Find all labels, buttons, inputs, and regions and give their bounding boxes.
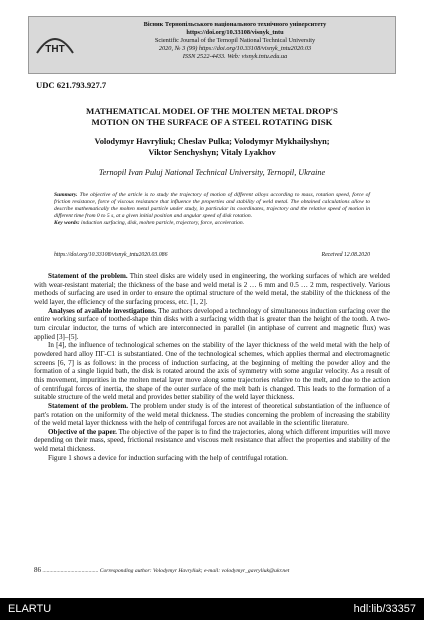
doi-row bbox=[54, 252, 370, 258]
authors bbox=[48, 136, 376, 158]
paragraph-3: In [4], the influence of technological schemes on the stability of the layer thickness of the weld metal with the help of powdered hard alloy ПГ-С1 is substantiated. One of the technological schemes, which applies thermal and electromagnetic screens [6, 7] is as follows: in the process of induction surfacing, at the beginning of melting the powder alloy and the formation of a single liquid bath, the disk is rotated around the axis of symmetry with some angular velocity. As a result of this movement, impurities in the molten metal layer move along some trajectories relative to the melt, and due to the action of centrifugal forces of inertia, the shape of the outer surface of the melt bath is changed. This leads to the formation of a suitable structure of the weld metal and provides better stability of the weld layer thickness. bbox=[34, 341, 390, 402]
journal-logo bbox=[35, 31, 75, 57]
abstract bbox=[54, 192, 370, 227]
header-line-5: ISSN 2522-4433. Web: visnyk.tntu.edu.ua bbox=[182, 53, 288, 60]
p5-heading: Objective of the paper. bbox=[48, 427, 117, 436]
p1-text: Thin steel disks are widely used in engineering, the working surfaces of which are welded with wear-resistant material; the thickness of the base and weld metal is 2 … 6 mm and 0.5 … 2 mm, respectively. Various methods of surfacing are used in order to ensure the optimal structure of the weld metal, the stability of the thickness of the weld layer, the efficiency of the surfacing process, etc. [1, 2]. bbox=[34, 272, 390, 306]
header-line-1: Вісник Тернопільського національного технічного університету bbox=[143, 21, 327, 28]
p4-heading: Statement of the problem. bbox=[48, 401, 129, 410]
abstract-text: The objective of the article is to study the trajectory of motion of different alloys according to mass, rotation speed, force of friction resistance, force of viscous resistance that influence the properties and stability of weld metal. The obtained calculations allow to describe mathematically the molten metal particle under study, in particular its coordinates, trajectory and the relative speed of motion in different time from 0 to 5 s, at a given initial position and angular speed of disk rotation. bbox=[54, 192, 370, 219]
title-line-1: MATHEMATICAL MODEL OF THE MOLTEN METAL DROP'S bbox=[86, 106, 338, 116]
p2-heading: Analyses of available investigations. bbox=[48, 306, 157, 315]
paper-page bbox=[18, 8, 406, 588]
paper-title bbox=[48, 106, 376, 128]
udc-code: UDC 621.793.927.7 bbox=[36, 80, 107, 90]
header-line-4: 2020, № 3 (99) https://doi.org/10.33108/visnyk_tntu2020.03 bbox=[158, 45, 312, 52]
logo-text: ТНТ bbox=[45, 44, 65, 55]
abstract-label: Summary. bbox=[54, 192, 78, 198]
p2-text: The authors developed a technology of simultaneous induction surfacing over the entire working surface of toothed-shape thin disks with a surfacing width that is greater than the height of the tooth. A two-turn circular inductor, the turns of which are interconnected in parallel (in antiphase of current and magnetic flux) was applied [3]–[5]. bbox=[34, 306, 390, 341]
authors-line-1: Volodymyr Havryliuk; Cheslav Pulka; Volodymyr Mykhailyshyn; bbox=[94, 137, 330, 146]
paragraph-1 bbox=[34, 272, 390, 307]
handle-id[interactable]: hdl:lib/33357 bbox=[353, 603, 416, 615]
page-number: 86 bbox=[34, 566, 41, 574]
received-date: Received 12.08.2020 bbox=[321, 252, 370, 258]
affiliation: Ternopil Ivan Puluj National Technical University, Ternopil, Ukraine bbox=[98, 168, 326, 177]
doi-link[interactable]: https://doi.org/10.33108/visnyk_tntu2020.03.086 bbox=[54, 252, 168, 258]
p4-text: The problem under study is of the interest of theoretical substantiation of the influence of part's rotation on the uniformity of the weld metal thickness. The studies concerning the problem of increasing the stability of the weld metal layer thickness with the help of centrifugal forces are not available in the scientific literature. bbox=[34, 401, 390, 428]
header-line-3: Scientific Journal of the Ternopil National Technical University bbox=[154, 37, 316, 44]
page-footer: 86 ........................................ Corresponding author: Volodymyr Havryliuk; e-mail: volodymyr_gavryliuk@ukr.net bbox=[34, 566, 290, 574]
paragraph-4 bbox=[34, 402, 390, 428]
footer-text: Corresponding author: Volodymyr Havryliuk; e-mail: volodymyr_gavryliuk@ukr.net bbox=[99, 568, 290, 574]
repository-name[interactable]: ELARTU bbox=[8, 603, 52, 615]
title-line-2: MOTION ON THE SURFACE OF A STEEL ROTATING DISK bbox=[91, 117, 333, 127]
paragraph-5 bbox=[34, 428, 390, 454]
repository-bar bbox=[0, 598, 424, 620]
paragraph-2 bbox=[34, 307, 390, 342]
header-line-2[interactable]: https://doi.org/10.33108/visnyk_tntu bbox=[186, 29, 284, 36]
keywords-label: Key words: bbox=[54, 219, 80, 226]
p5-text: The objective of the paper is to find the trajectories, along which different impurities will move depending on their mass, speed, frictional resistance and viscous melt resistance that affect the properties and stability of the weld metal thickness. bbox=[34, 427, 390, 454]
journal-header bbox=[28, 16, 396, 74]
body-text bbox=[34, 272, 390, 462]
authors-line-2: Viktor Senchyshyn; Vitaly Lyakhov bbox=[148, 148, 276, 157]
header-text bbox=[85, 21, 385, 61]
keywords-text: induction surfacing, disk, molten particle, trajectory, force, acceleration. bbox=[81, 219, 245, 226]
paragraph-6: Figure 1 shows a device for induction surfacing with the help of centrifugal rotation. bbox=[48, 453, 288, 462]
p1-heading: Statement of the problem. bbox=[48, 272, 128, 280]
